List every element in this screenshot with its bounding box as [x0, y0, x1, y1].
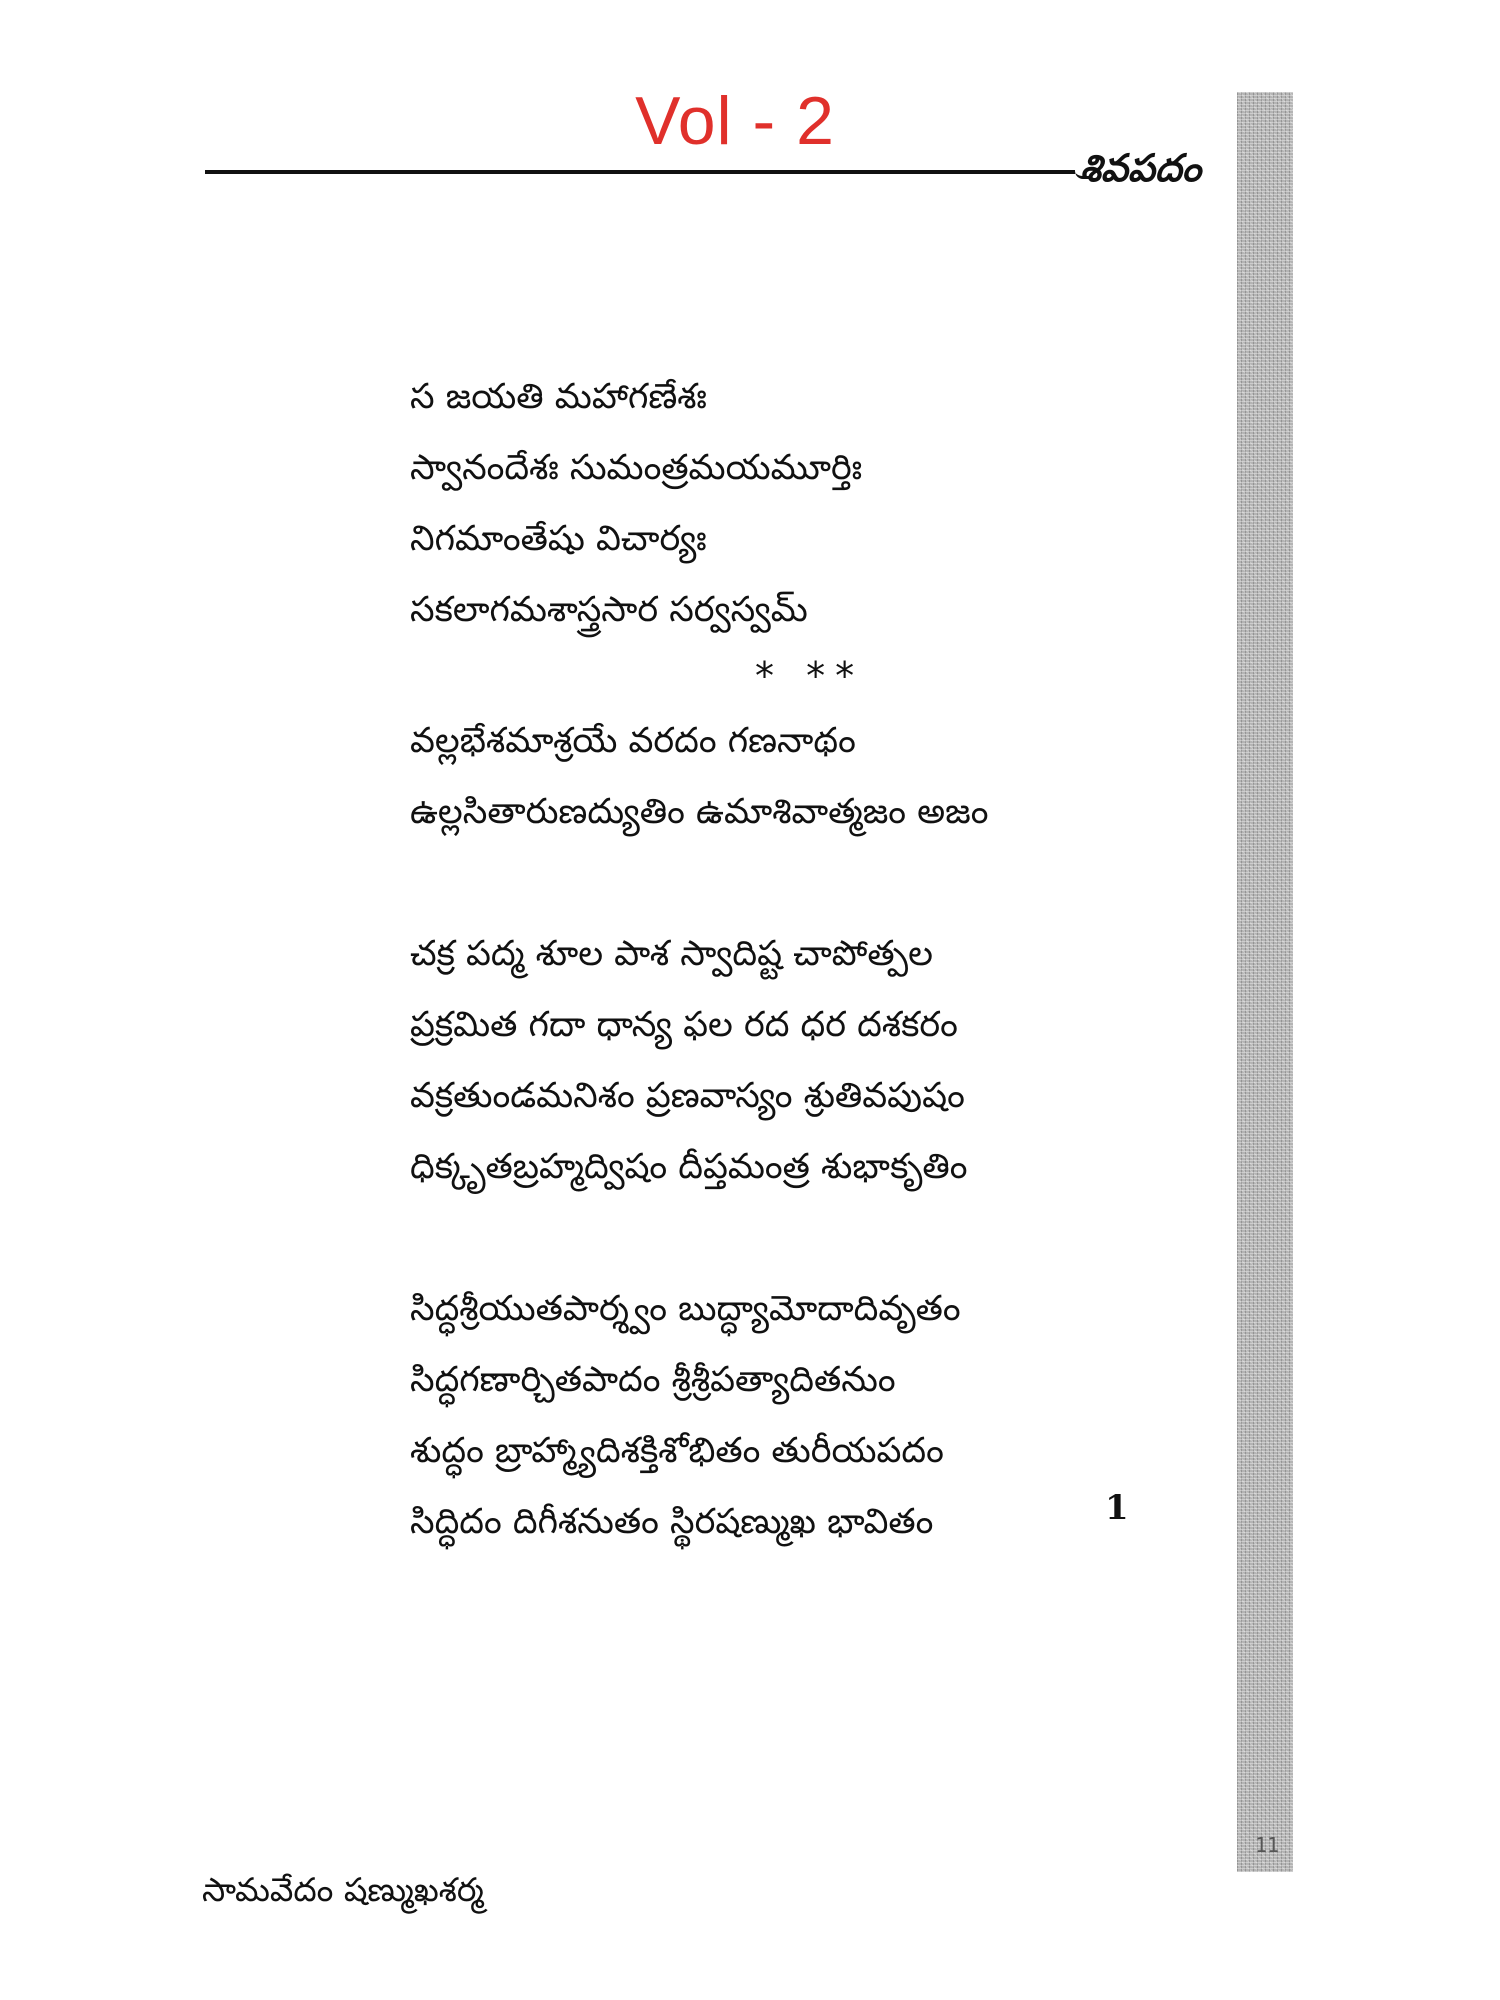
stanza-2	[410, 706, 1210, 848]
verse-line: సిద్ధిదం దిగీశనుతం స్థిరషణ్ముఖ భావితం	[410, 1502, 934, 1542]
stanza-3	[410, 919, 1210, 1203]
header-rule	[205, 170, 1075, 174]
verse-line: స్వానందేశః సుమంత్రమయమూర్తిః	[410, 448, 863, 488]
stanza-separator: * **	[755, 654, 865, 698]
verse-line: ఉల్లసితారుణద్యుతిం ఉమాశివాత్మజం అజం	[410, 792, 989, 832]
running-head: శివపదం	[1080, 145, 1202, 190]
stanza-gap	[410, 1203, 1210, 1274]
verse-line: స జయతి మహాగణేశః	[410, 377, 707, 417]
verse-line: సిద్ధగణార్చితపాదం శ్రీశ్రీపత్యాదితనుం	[410, 1360, 896, 1400]
stanza-4	[410, 1274, 1210, 1558]
verse-line: సిద్ధశ్రీయుతపార్శ్వం బుద్ధ్యామోదాదివృతం	[410, 1289, 961, 1329]
verse-number: 1	[1105, 1488, 1129, 1528]
verse-line: ప్రక్రమిత గదా ధాన్య ఫల రద ధర దశకరం	[410, 1005, 958, 1045]
verse-line: వల్లభేశమాశ్రయే వరదం గణనాథం	[410, 721, 856, 761]
verse-line: ధిక్కృతబ్రహ్మద్విషం దీప్తమంత్ర శుభాకృతిం	[410, 1147, 968, 1187]
stanza-gap	[410, 848, 1210, 919]
verse-line: శుద్ధం బ్రాహ్మ్యాదిశక్తిశోభితం తురీయపదం	[410, 1431, 944, 1471]
verse-line: వక్రతుండమనిశం ప్రణవాస్యం శ్రుతివపుషం	[410, 1076, 965, 1116]
volume-title: Vol - 2	[635, 83, 835, 159]
footer-author: సామవేదం షణ్ముఖశర్మ	[202, 1870, 484, 1909]
page-number: 11	[1254, 1833, 1280, 1857]
stanza-1	[410, 362, 1210, 646]
side-margin-strip	[1237, 92, 1293, 1872]
verse-line: చక్ర పద్మ శూల పాశ స్వాదిష్ట చాపోత్పల	[410, 934, 933, 974]
verse-line: సకలాగమశాస్త్రసార సర్వస్వమ్	[410, 590, 808, 630]
verse-line: నిగమాంతేషు విచార్యః	[410, 519, 707, 559]
verse-body	[410, 362, 1210, 1558]
